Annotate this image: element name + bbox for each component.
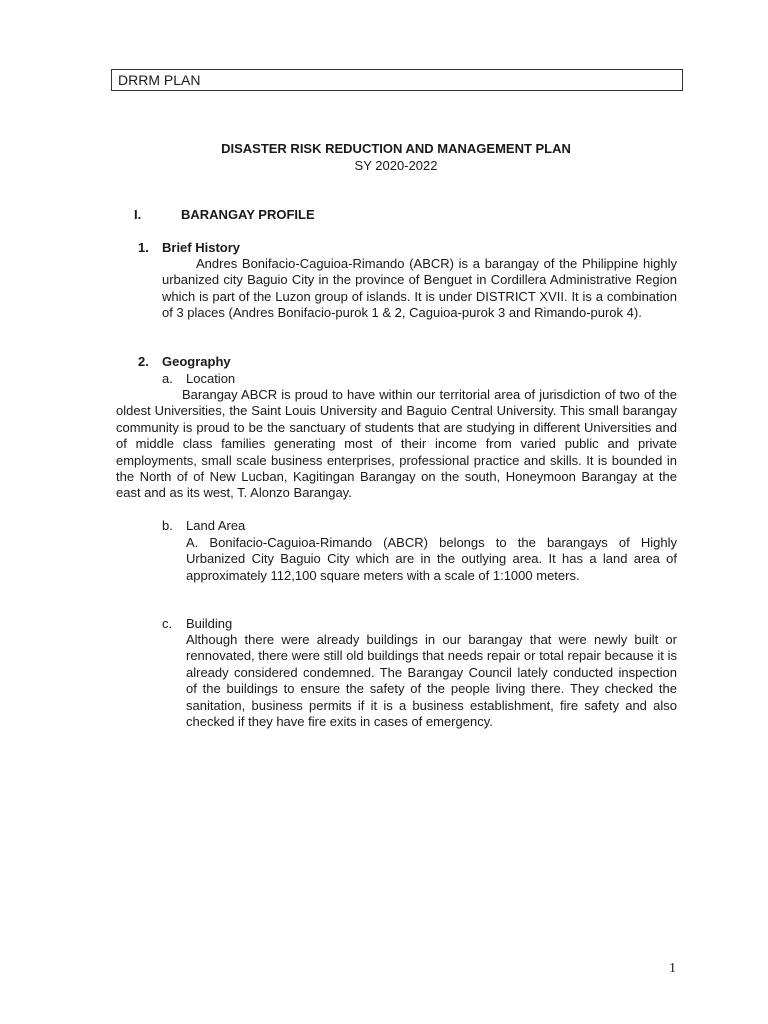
- building-letter: c.: [162, 616, 173, 631]
- brief-history-text: Andres Bonifacio-Caguioa-Rimando (ABCR) is a barangay of the Philippine highly urbanized city Baguio City in the province of Benguet in Cordillera Administrative Region which is part of the Luzon group of islands. It is under DISTRICT XVII. It is a combination of 3 places (Andres Bonifacio-purok 1 & 2, Caguioa-purok 3 and Rimando-purok 4).: [162, 256, 677, 321]
- document-title: DISASTER RISK REDUCTION AND MANAGEMENT PLAN: [221, 141, 571, 156]
- document-header: [111, 69, 683, 91]
- geography-number: 2.: [138, 354, 149, 369]
- section-1-numeral: I.: [134, 207, 142, 222]
- land-area-letter: b.: [162, 518, 173, 533]
- building-text: Although there were already buildings in our barangay that were newly built or rennovated, there were still old buildings that needs repair or total repair because it is already considered condemned. The Barangay Council lately conducted inspection of the buildings to ensure the safety of the people living there. They checked the sanitation, business permits if it is a business establishment, fire safety and also checked if they have fire exits in cases of emergency.: [186, 632, 677, 730]
- land-area-text: A. Bonifacio-Caguioa-Rimando (ABCR) belongs to the barangays of Highly Urbanized City Baguio City which are in the outlying area. It has a land area of approximately 112,100 square meters with a scale of 1:1000 meters.: [186, 535, 677, 583]
- page-number: 1: [669, 961, 676, 976]
- document-subtitle: SY 2020-2022: [354, 158, 438, 173]
- location-letter: a.: [162, 371, 173, 386]
- header-label: DRRM PLAN: [118, 72, 201, 88]
- location-text: Barangay ABCR is proud to have within our territorial area of jurisdiction of two of the oldest Universities, the Saint Louis University and Baguio Central University. This small barangay community is proud to be the sanctuary of students that are studying in different Universities and of middle class families generating most of their income from varied public and private employments, small scale business enterprises, professional practice and skills. It is bounded in the North of of New Lucban, Kagitingan Barangay on the south, Honeymoon Barangay at the east and as its west, T. Alonzo Barangay.: [116, 387, 677, 501]
- brief-history-number: 1.: [138, 240, 149, 255]
- building-heading: Building: [186, 616, 233, 631]
- geography-heading: Geography: [162, 354, 231, 369]
- brief-history-heading: Brief History: [162, 240, 241, 255]
- section-1-heading: BARANGAY PROFILE: [181, 207, 315, 222]
- location-heading: Location: [186, 371, 236, 386]
- land-area-heading: Land Area: [186, 518, 246, 533]
- title-block: [0, 140, 768, 174]
